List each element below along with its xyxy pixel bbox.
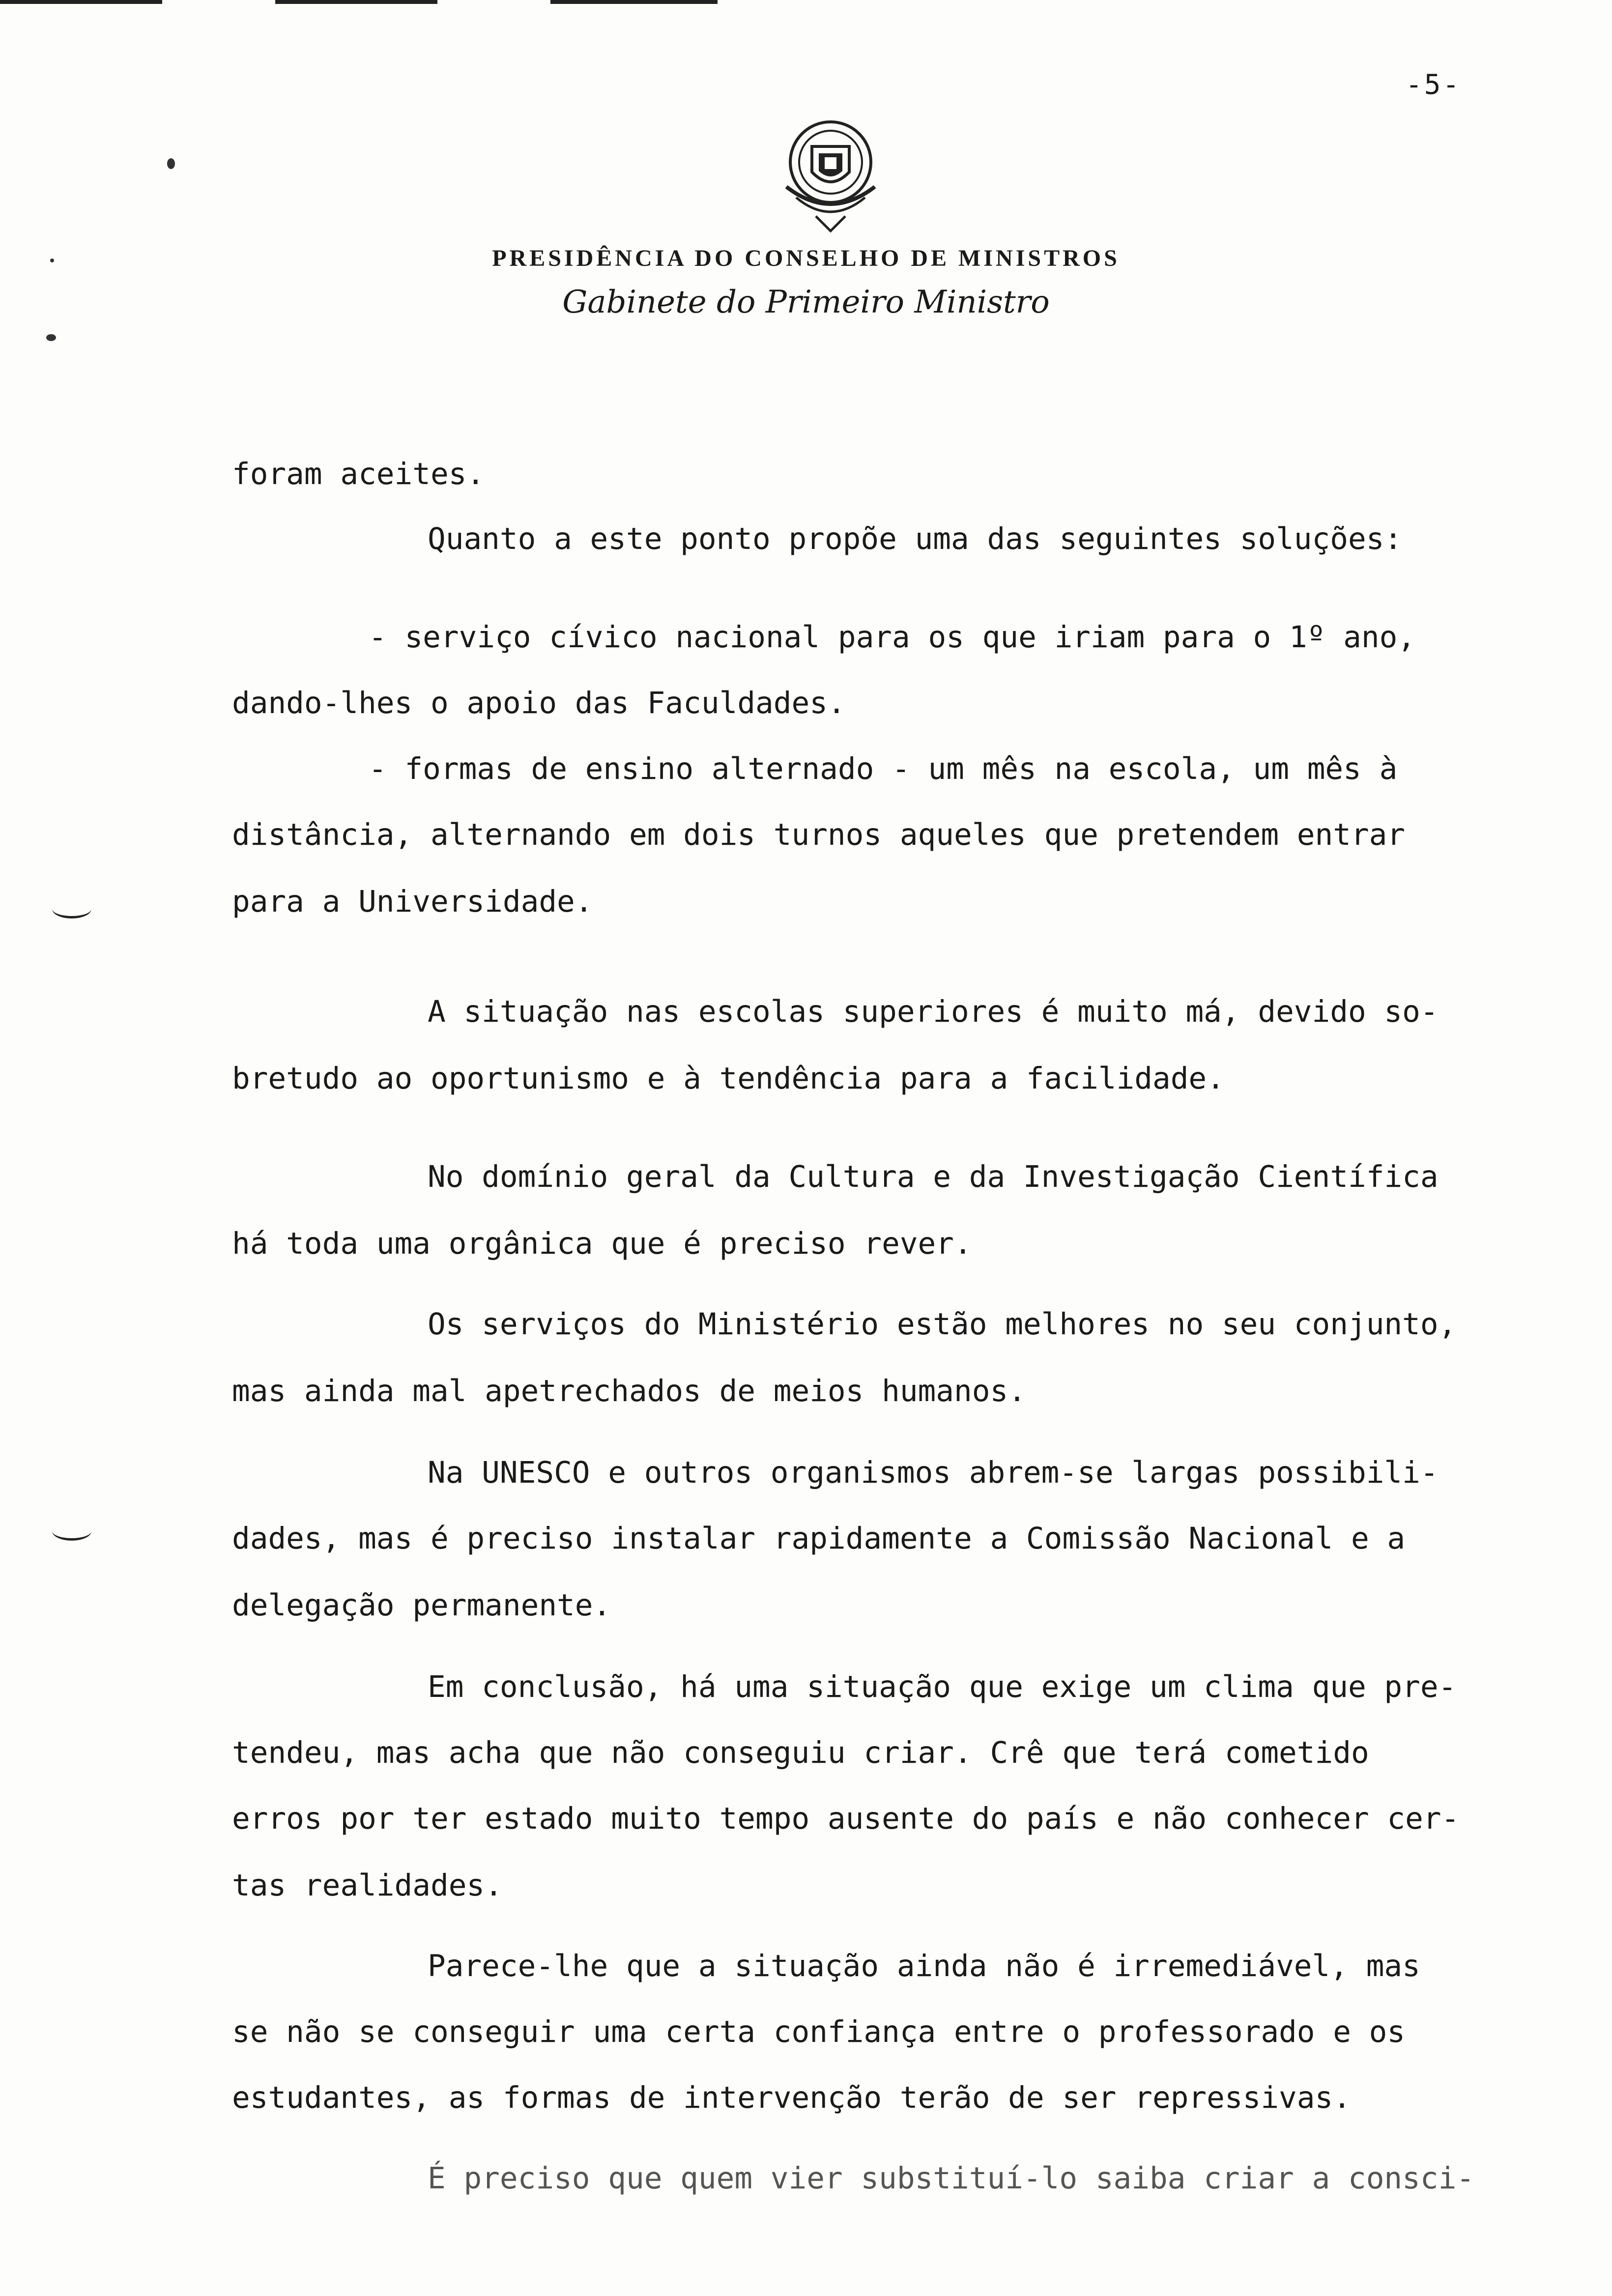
body-line: Quanto a este ponto propõe uma das seguintes soluções: [428,521,1403,556]
body-line: Os serviços do Ministério estão melhores no seu conjunto, [428,1307,1457,1342]
body-line: É preciso que quem vier substituí-lo saiba criar a consci- [428,2161,1475,2196]
page-number: -5- [1406,69,1462,101]
margin-bracket [52,899,91,918]
body-line: delegação permanente. [232,1588,611,1623]
body-line: dando-lhes o apoio das Faculdades. [232,686,846,720]
top-rule-right [550,0,718,4]
body-line: dades, mas é preciso instalar rapidamente a Comissão Nacional e a [232,1521,1406,1556]
body-line: erros por ter estado muito tempo ausente do país e não conhecer cer- [232,1801,1460,1836]
body-line: A situação nas escolas superiores é muito má, devido so- [428,994,1439,1029]
margin-bracket [52,1521,91,1541]
body-line: foram aceites. [232,457,485,491]
margin-speck [46,334,56,341]
coat-of-arms-seal [767,108,894,236]
header-title: PRESIDÊNCIA DO CONSELHO DE MINISTROS [492,245,1120,271]
body-line: Na UNESCO e outros organismos abrem-se largas possibili- [428,1455,1439,1490]
body-line: se não se conseguir uma certa confiança entre o professorado e os [232,2014,1406,2049]
body-line: tas realidades. [232,1868,503,1903]
body-line: estudantes, as formas de intervenção terão de ser repressivas. [232,2080,1351,2115]
top-rule-middle [275,0,437,4]
margin-speck [50,258,54,262]
body-line: - serviço cívico nacional para os que iriam para o 1º ano, [369,620,1416,655]
body-line: para a Universidade. [232,884,593,919]
body-line: mas ainda mal apetrechados de meios humanos. [232,1374,1026,1408]
header-subtitle: Gabinete do Primeiro Ministro [562,284,1050,320]
body-line: há toda uma orgânica que é preciso rever. [232,1226,972,1261]
body-line: tendeu, mas acha que não conseguiu criar. Crê que terá cometido [232,1735,1369,1770]
body-line: Parece-lhe que a situação ainda não é irremediável, mas [428,1949,1420,1983]
body-line: Em conclusão, há uma situação que exige um clima que pre- [428,1669,1457,1704]
body-line: bretudo ao oportunismo e à tendência para a facilidade. [232,1061,1225,1096]
body-line: No domínio geral da Cultura e da Investigação Científica [428,1159,1439,1194]
body-line: - formas de ensino alternado - um mês na escola, um mês à [369,751,1398,786]
margin-speck [167,158,175,169]
top-rule-left [0,0,162,4]
body-line: distância, alternando em dois turnos aqueles que pretendem entrar [232,817,1406,852]
